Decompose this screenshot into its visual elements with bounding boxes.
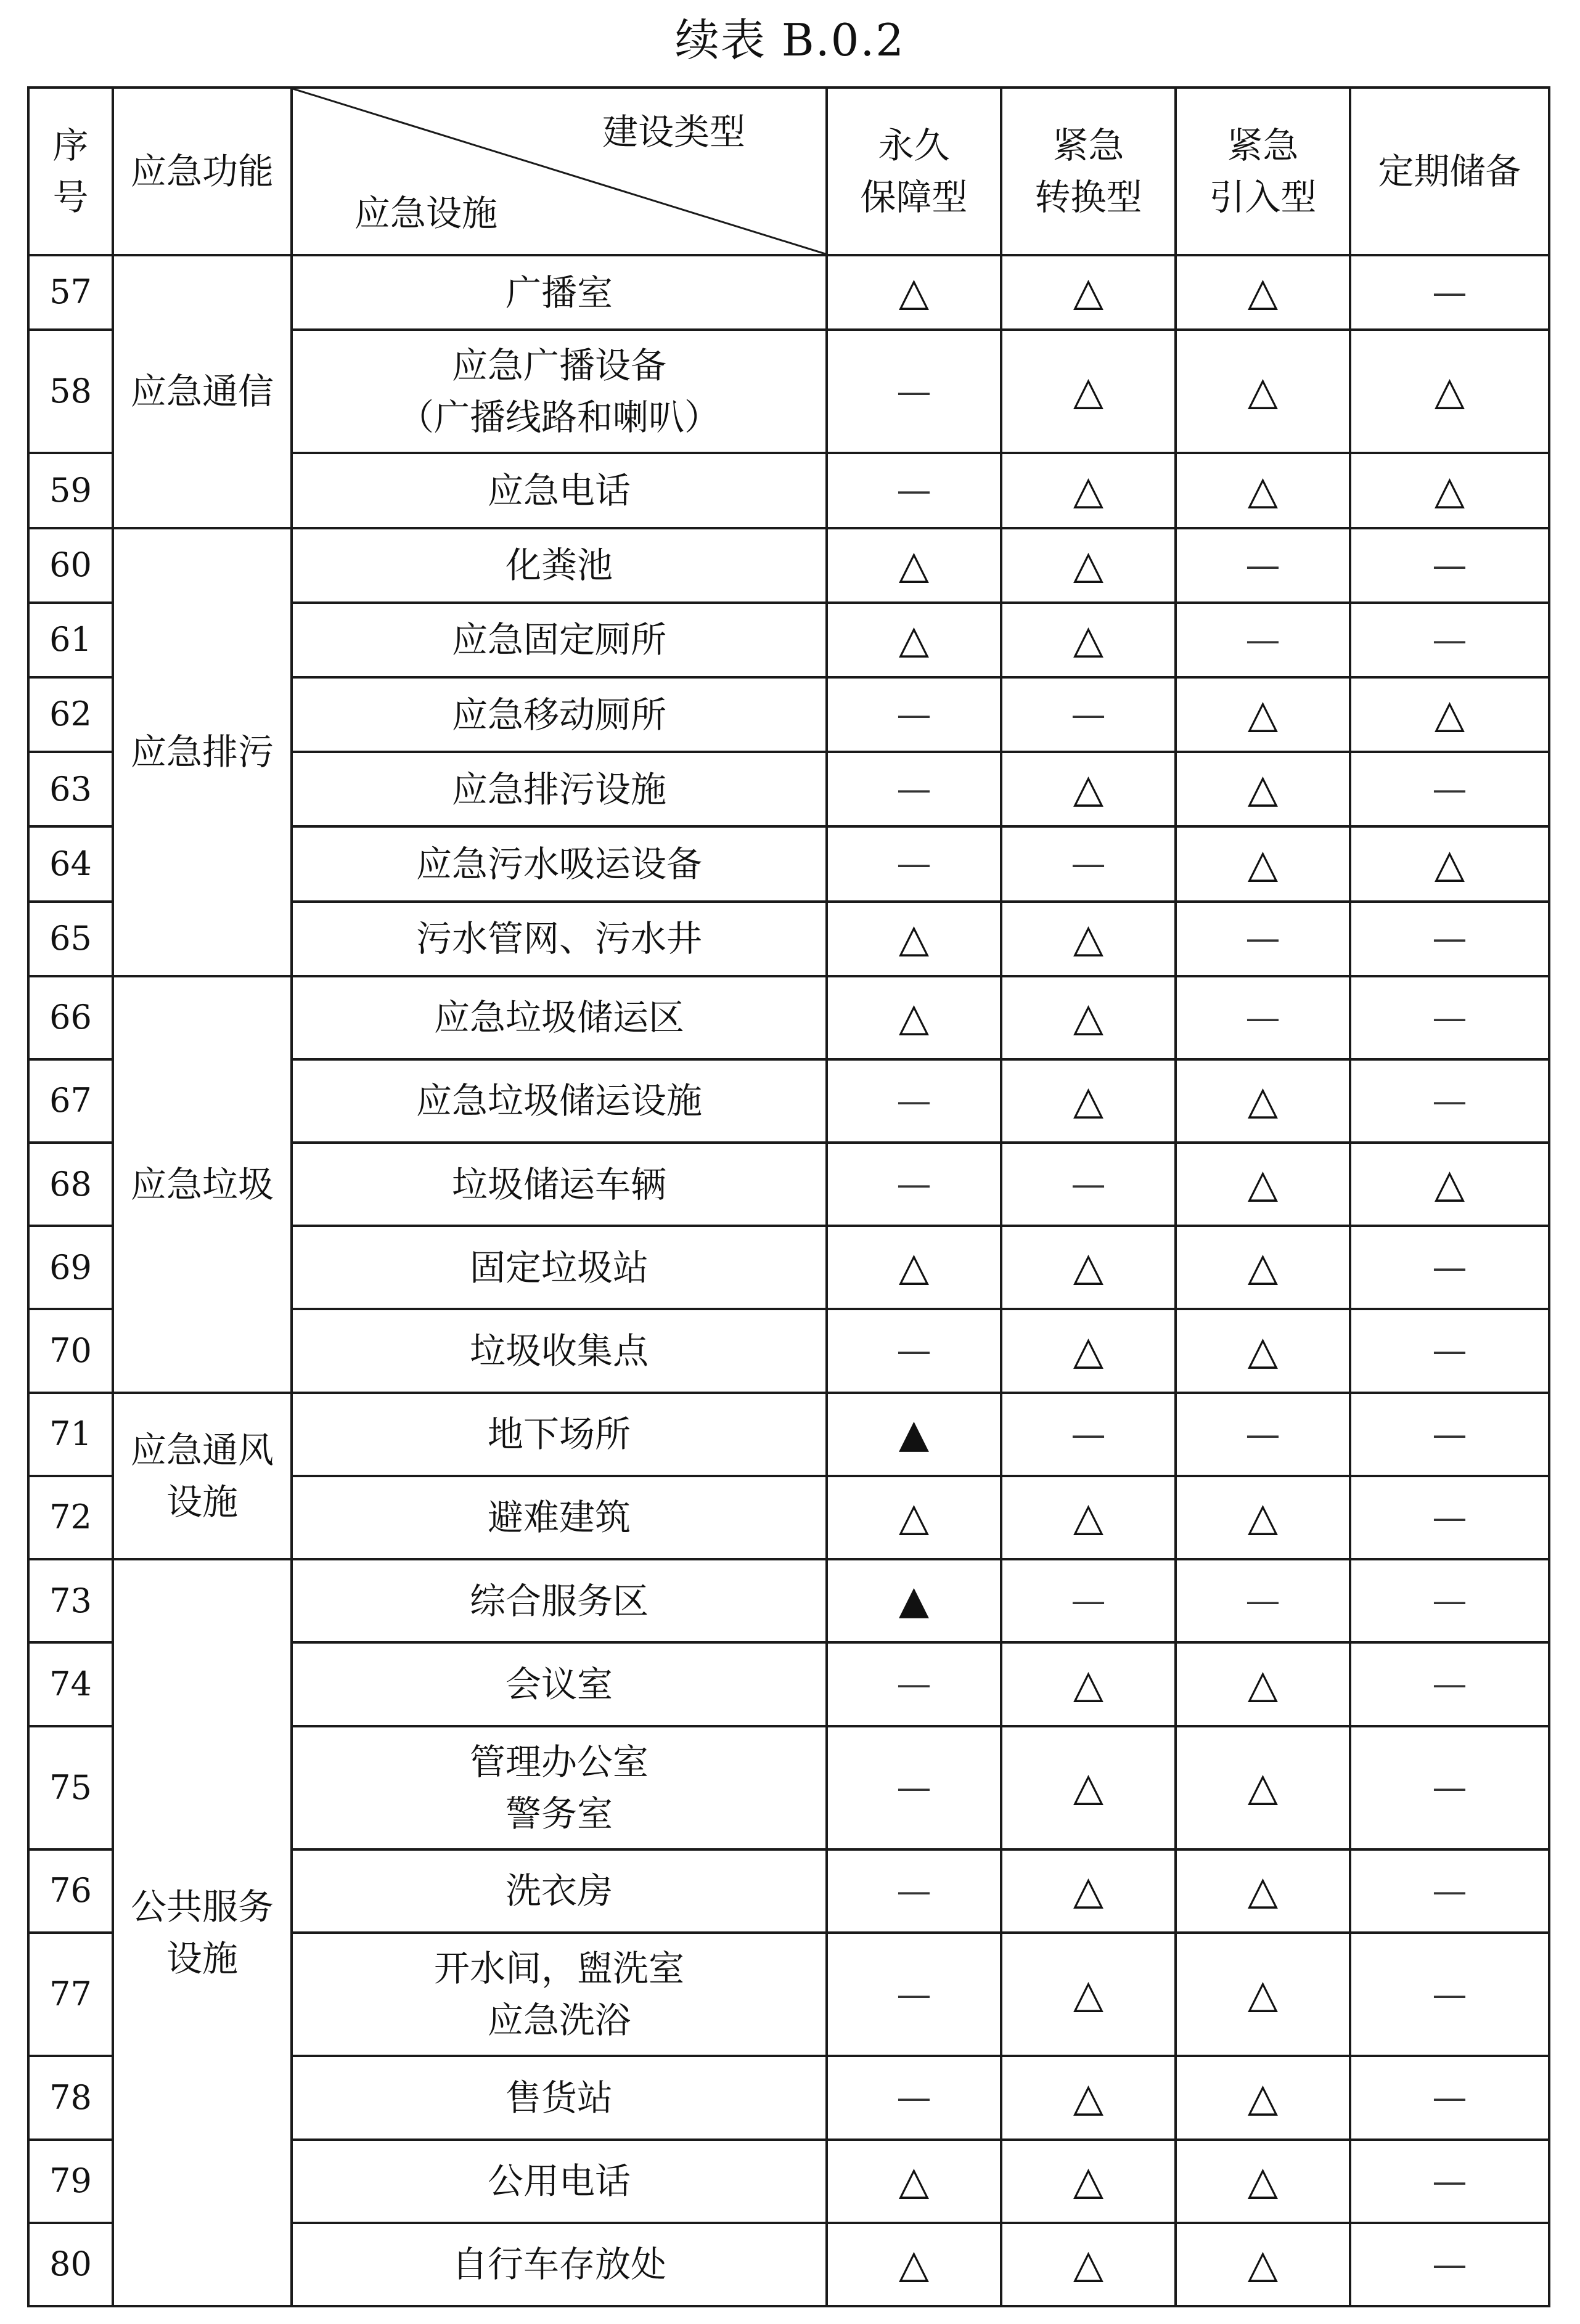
cell-conversion-triangle-icon: △ <box>1001 1059 1176 1143</box>
cell-storage-dash: — <box>1350 255 1549 330</box>
header-function: 应急功能 <box>113 88 292 255</box>
facility-cell: 化粪池 <box>292 528 827 603</box>
emergency-function-cell: 应急垃圾 <box>113 976 292 1393</box>
header-seq: 序 号 <box>28 88 113 255</box>
cell-introduction-triangle-icon: △ <box>1176 255 1350 330</box>
cell-permanent-dash: — <box>827 1642 1001 1726</box>
facility-cell: 广播室 <box>292 255 827 330</box>
cell-introduction-triangle-icon: △ <box>1176 330 1350 453</box>
cell-conversion-triangle-icon: △ <box>1001 1226 1176 1309</box>
cell-permanent-dash: — <box>827 2056 1001 2139</box>
cell-conversion-triangle-icon: △ <box>1001 1849 1176 1933</box>
header-conversion: 紧急 转换型 <box>1001 88 1176 255</box>
cell-permanent-dash: — <box>827 752 1001 826</box>
row-number: 68 <box>28 1143 113 1226</box>
facility-cell: 会议室 <box>292 1642 827 1726</box>
cell-storage-dash: — <box>1350 1726 1549 1849</box>
cell-conversion-dash: — <box>1001 1143 1176 1226</box>
cell-conversion-triangle-icon: △ <box>1001 1726 1176 1849</box>
cell-introduction-dash: — <box>1176 902 1350 976</box>
cell-introduction-triangle-icon: △ <box>1176 1059 1350 1143</box>
cell-permanent-filled-triangle-icon: ▲ <box>827 1559 1001 1642</box>
cell-storage-dash: — <box>1350 2223 1549 2306</box>
cell-conversion-triangle-icon: △ <box>1001 2056 1176 2139</box>
emergency-function-cell: 应急排污 <box>113 528 292 976</box>
cell-permanent-filled-triangle-icon: ▲ <box>827 1393 1001 1476</box>
header-diagonal-cell <box>292 88 827 255</box>
cell-conversion-triangle-icon: △ <box>1001 453 1176 528</box>
cell-introduction-triangle-icon: △ <box>1176 1849 1350 1933</box>
cell-permanent-dash: — <box>827 453 1001 528</box>
facility-cell: 垃圾储运车辆 <box>292 1143 827 1226</box>
cell-introduction-triangle-icon: △ <box>1176 1143 1350 1226</box>
row-number: 77 <box>28 1933 113 2056</box>
facility-cell: 污水管网、污水井 <box>292 902 827 976</box>
cell-permanent-dash: — <box>827 1933 1001 2056</box>
row-number: 65 <box>28 902 113 976</box>
cell-conversion-triangle-icon: △ <box>1001 330 1176 453</box>
cell-conversion-triangle-icon: △ <box>1001 976 1176 1059</box>
cell-permanent-dash: — <box>827 1849 1001 1933</box>
cell-permanent-dash: — <box>827 1059 1001 1143</box>
cell-introduction-triangle-icon: △ <box>1176 453 1350 528</box>
cell-storage-dash: — <box>1350 1849 1549 1933</box>
facility-cell: 售货站 <box>292 2056 827 2139</box>
row-number: 76 <box>28 1849 113 1933</box>
facility-cell: 应急移动厕所 <box>292 677 827 752</box>
cell-introduction-triangle-icon: △ <box>1176 2223 1350 2306</box>
cell-storage-dash: — <box>1350 1642 1549 1726</box>
cell-conversion-triangle-icon: △ <box>1001 752 1176 826</box>
cell-conversion-triangle-icon: △ <box>1001 902 1176 976</box>
cell-storage-triangle-icon: △ <box>1350 453 1549 528</box>
cell-conversion-triangle-icon: △ <box>1001 528 1176 603</box>
facility-cell: 管理办公室 警务室 <box>292 1726 827 1849</box>
cell-permanent-dash: — <box>827 1309 1001 1392</box>
row-number: 75 <box>28 1726 113 1849</box>
header-permanent: 永久 保障型 <box>827 88 1001 255</box>
facility-cell: 应急广播设备 （广播线路和喇叭） <box>292 330 827 453</box>
row-number: 72 <box>28 1476 113 1559</box>
row-number: 60 <box>28 528 113 603</box>
facility-cell: 应急固定厕所 <box>292 603 827 677</box>
cell-introduction-triangle-icon: △ <box>1176 1642 1350 1726</box>
cell-introduction-triangle-icon: △ <box>1176 752 1350 826</box>
row-number: 80 <box>28 2223 113 2306</box>
cell-storage-triangle-icon: △ <box>1350 1143 1549 1226</box>
cell-storage-triangle-icon: △ <box>1350 677 1549 752</box>
cell-conversion-dash: — <box>1001 1559 1176 1642</box>
cell-storage-dash: — <box>1350 2056 1549 2139</box>
facility-cell: 应急排污设施 <box>292 752 827 826</box>
header-facility-label: 应急设施 <box>354 192 498 234</box>
facility-cell: 洗衣房 <box>292 1849 827 1933</box>
row-number: 63 <box>28 752 113 826</box>
cell-permanent-triangle-icon: △ <box>827 528 1001 603</box>
cell-permanent-triangle-icon: △ <box>827 2140 1001 2223</box>
cell-conversion-triangle-icon: △ <box>1001 1476 1176 1559</box>
cell-permanent-dash: — <box>827 677 1001 752</box>
cell-introduction-triangle-icon: △ <box>1176 1226 1350 1309</box>
cell-storage-dash: — <box>1350 603 1549 677</box>
facility-cell: 综合服务区 <box>292 1559 827 1642</box>
cell-conversion-dash: — <box>1001 1393 1176 1476</box>
facility-cell: 应急垃圾储运区 <box>292 976 827 1059</box>
cell-introduction-triangle-icon: △ <box>1176 1726 1350 1849</box>
cell-conversion-triangle-icon: △ <box>1001 1642 1176 1726</box>
row-number: 62 <box>28 677 113 752</box>
facility-cell: 自行车存放处 <box>292 2223 827 2306</box>
cell-conversion-triangle-icon: △ <box>1001 2223 1176 2306</box>
cell-storage-dash: — <box>1350 1393 1549 1476</box>
emergency-function-cell: 应急通信 <box>113 255 292 528</box>
cell-storage-triangle-icon: △ <box>1350 330 1549 453</box>
table-row <box>28 976 1549 1059</box>
facility-cell: 公用电话 <box>292 2140 827 2223</box>
row-number: 73 <box>28 1559 113 1642</box>
cell-introduction-dash: — <box>1176 976 1350 1059</box>
row-number: 70 <box>28 1309 113 1392</box>
cell-storage-dash: — <box>1350 1059 1549 1143</box>
cell-permanent-dash: — <box>827 1143 1001 1226</box>
table-row <box>28 1559 1549 1642</box>
cell-storage-dash: — <box>1350 1226 1549 1309</box>
table-row <box>28 528 1549 603</box>
row-number: 74 <box>28 1642 113 1726</box>
facility-cell: 地下场所 <box>292 1393 827 1476</box>
row-number: 71 <box>28 1393 113 1476</box>
cell-introduction-triangle-icon: △ <box>1176 826 1350 901</box>
page-title: 续表 B.0.2 <box>674 14 906 66</box>
cell-storage-dash: — <box>1350 2140 1549 2223</box>
facility-cell: 应急污水吸运设备 <box>292 826 827 901</box>
cell-introduction-dash: — <box>1176 1559 1350 1642</box>
row-number: 64 <box>28 826 113 901</box>
cell-storage-dash: — <box>1350 1309 1549 1392</box>
cell-permanent-triangle-icon: △ <box>827 603 1001 677</box>
cell-introduction-triangle-icon: △ <box>1176 2140 1350 2223</box>
facility-cell: 应急电话 <box>292 453 827 528</box>
table-row <box>28 255 1549 330</box>
row-number: 79 <box>28 2140 113 2223</box>
cell-introduction-triangle-icon: △ <box>1176 677 1350 752</box>
emergency-function-cell: 公共服务 设施 <box>113 1559 292 2306</box>
row-number: 66 <box>28 976 113 1059</box>
cell-conversion-triangle-icon: △ <box>1001 2140 1176 2223</box>
cell-conversion-dash: — <box>1001 677 1176 752</box>
cell-permanent-triangle-icon: △ <box>827 976 1001 1059</box>
header-introduction: 紧急 引入型 <box>1176 88 1350 255</box>
cell-conversion-dash: — <box>1001 826 1176 901</box>
cell-introduction-dash: — <box>1176 528 1350 603</box>
cell-introduction-triangle-icon: △ <box>1176 1476 1350 1559</box>
row-number: 78 <box>28 2056 113 2139</box>
cell-permanent-triangle-icon: △ <box>827 1476 1001 1559</box>
cell-storage-dash: — <box>1350 1559 1549 1642</box>
cell-permanent-triangle-icon: △ <box>827 902 1001 976</box>
cell-storage-dash: — <box>1350 976 1549 1059</box>
facility-cell: 垃圾收集点 <box>292 1309 827 1392</box>
cell-introduction-dash: — <box>1176 1393 1350 1476</box>
facility-cell: 应急垃圾储运设施 <box>292 1059 827 1143</box>
emergency-function-cell: 应急通风 设施 <box>113 1393 292 1559</box>
cell-introduction-triangle-icon: △ <box>1176 1933 1350 2056</box>
cell-permanent-triangle-icon: △ <box>827 2223 1001 2306</box>
cell-introduction-triangle-icon: △ <box>1176 2056 1350 2139</box>
facility-cell: 固定垃圾站 <box>292 1226 827 1309</box>
facility-cell: 开水间，盥洗室 应急洗浴 <box>292 1933 827 2056</box>
cell-storage-dash: — <box>1350 752 1549 826</box>
cell-permanent-dash: — <box>827 330 1001 453</box>
row-number: 57 <box>28 255 113 330</box>
header-type-label: 建设类型 <box>602 111 745 153</box>
cell-permanent-dash: — <box>827 1726 1001 1849</box>
cell-introduction-dash: — <box>1176 603 1350 677</box>
table-row <box>28 1393 1549 1476</box>
cell-conversion-triangle-icon: △ <box>1001 1309 1176 1392</box>
header-storage: 定期储备 <box>1350 88 1549 255</box>
cell-permanent-triangle-icon: △ <box>827 1226 1001 1309</box>
cell-permanent-triangle-icon: △ <box>827 255 1001 330</box>
facility-cell: 避难建筑 <box>292 1476 827 1559</box>
cell-storage-dash: — <box>1350 1933 1549 2056</box>
header-row <box>28 88 1549 255</box>
row-number: 69 <box>28 1226 113 1309</box>
cell-conversion-triangle-icon: △ <box>1001 1933 1176 2056</box>
cell-storage-dash: — <box>1350 528 1549 603</box>
cell-conversion-triangle-icon: △ <box>1001 603 1176 677</box>
cell-storage-dash: — <box>1350 902 1549 976</box>
cell-storage-triangle-icon: △ <box>1350 826 1549 901</box>
facility-table <box>27 86 1550 2307</box>
row-number: 58 <box>28 330 113 453</box>
cell-conversion-triangle-icon: △ <box>1001 255 1176 330</box>
cell-storage-dash: — <box>1350 1476 1549 1559</box>
cell-permanent-dash: — <box>827 826 1001 901</box>
cell-introduction-triangle-icon: △ <box>1176 1309 1350 1392</box>
row-number: 67 <box>28 1059 113 1143</box>
row-number: 61 <box>28 603 113 677</box>
row-number: 59 <box>28 453 113 528</box>
